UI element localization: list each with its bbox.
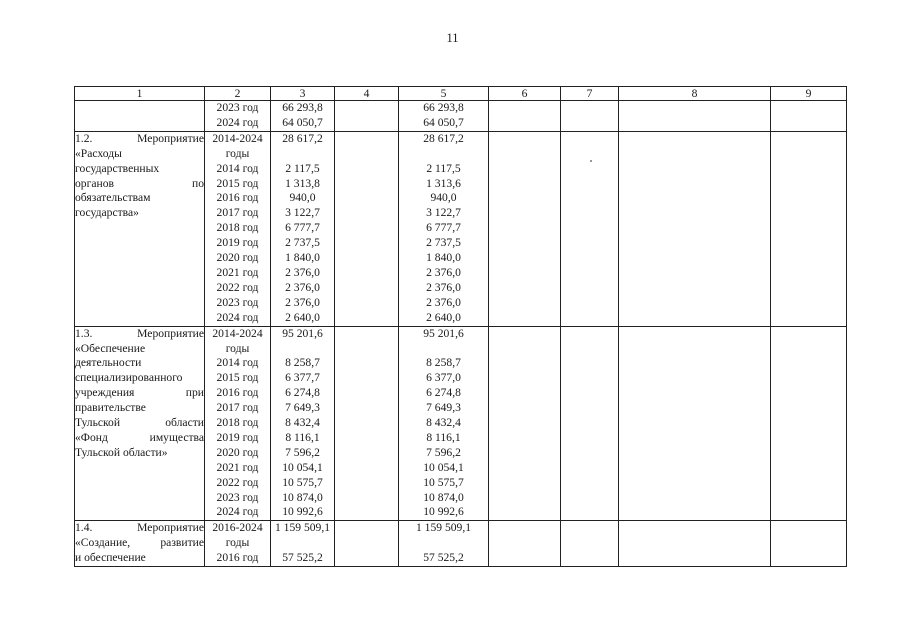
col5-value: 6 777,7 (426, 221, 461, 235)
period-cell (205, 101, 271, 132)
description-cell (75, 326, 205, 521)
col3-value: 64 050,7 (282, 115, 323, 129)
col3-value: 3 122,7 (285, 206, 320, 220)
period-line: 2024 год (216, 505, 259, 519)
budget-table (74, 86, 847, 567)
col5-value: 1 313,6 (426, 176, 461, 190)
period-line: 2018 год (216, 221, 259, 235)
col5-cell (399, 521, 489, 567)
description-line: правительстве (75, 401, 146, 415)
col3-value: 10 874,0 (282, 490, 323, 504)
col3-value (271, 147, 334, 162)
col4-cell (335, 131, 399, 326)
period-line: 2019 год (216, 236, 259, 250)
col5-value: 6 274,8 (426, 386, 461, 400)
col6-cell (489, 326, 561, 521)
description-cell (75, 521, 205, 567)
period-line: годы (225, 536, 250, 550)
description-line: Тульской области» (75, 445, 168, 459)
col6-cell (489, 101, 561, 132)
col5-value: 1 159 509,1 (415, 521, 472, 535)
period-line: 2022 год (216, 280, 259, 294)
col7-cell (561, 521, 619, 567)
col3-value: 57 525,2 (282, 551, 323, 565)
description-cell (75, 101, 205, 132)
period-line: 2020 год (216, 445, 259, 459)
header-cell-3: 3 (271, 87, 335, 101)
header-cell-1: 1 (75, 87, 205, 101)
period-line: годы (225, 341, 250, 355)
col5-value: 57 525,2 (423, 551, 464, 565)
col6-cell (489, 521, 561, 567)
col3-value: 2 376,0 (285, 265, 320, 279)
description-line: «Создание, развитие (75, 536, 204, 550)
period-line: 2019 год (216, 430, 259, 444)
col3-value: 940,0 (289, 191, 316, 205)
description-line: специализированного (75, 371, 183, 385)
col5-value: 10 575,7 (423, 475, 464, 489)
col3-value: 2 640,0 (285, 310, 320, 324)
col3-value: 2 737,5 (285, 236, 320, 250)
period-line: 2015 год (216, 176, 259, 190)
col3-value: 10 992,6 (282, 505, 323, 519)
col3-value: 6 777,7 (285, 221, 320, 235)
col7-cell (561, 101, 619, 132)
description-line: органов по (75, 176, 204, 190)
col5-value: 2 376,0 (426, 265, 461, 279)
period-line: 2014 год (216, 161, 259, 175)
description-line: 1.4. Мероприятие (75, 521, 204, 535)
col8-cell (619, 101, 771, 132)
col5-cell (399, 101, 489, 132)
col3-value: 8 432,4 (285, 416, 320, 430)
period-cell (205, 326, 271, 521)
col5-value: 28 617,2 (423, 131, 464, 145)
period-line: годы (225, 146, 250, 160)
description-line: и обеспечение (75, 551, 146, 565)
header-cell-4: 4 (335, 87, 399, 101)
col5-value (399, 536, 488, 551)
period-line: 2018 год (216, 416, 259, 430)
description-cell (75, 131, 205, 326)
col3-value: 28 617,2 (282, 131, 323, 145)
col5-value: 64 050,7 (423, 115, 464, 129)
table-header-row (75, 87, 847, 101)
description-line: Тульской области (75, 416, 204, 430)
col5-value: 66 293,8 (423, 101, 464, 114)
period-line: 2023 год (216, 490, 259, 504)
table-row (75, 101, 847, 132)
col5-value: 8 116,1 (426, 430, 461, 444)
period-line: 2016 год (216, 386, 259, 400)
col9-cell (771, 101, 847, 132)
description-line: «Обеспечение (75, 341, 146, 355)
col3-value: 95 201,6 (282, 326, 323, 340)
col5-value (399, 342, 488, 357)
period-line: 2015 год (216, 371, 259, 385)
col3-cell (271, 521, 335, 567)
description-line: деятельности (75, 356, 142, 370)
period-cell (205, 521, 271, 567)
col9-cell (771, 521, 847, 567)
col5-value: 3 122,7 (426, 206, 461, 220)
col5-value: 2 117,5 (426, 161, 461, 175)
period-line: 2024 год (216, 310, 259, 324)
col5-value: 10 054,1 (423, 460, 464, 474)
col5-value: 1 840,0 (426, 251, 461, 265)
col8-cell (619, 326, 771, 521)
col4-cell (335, 326, 399, 521)
period-line: 2014-2024 (212, 326, 263, 340)
description-line: «Расходы (75, 146, 122, 160)
col3-value: 6 274,8 (285, 386, 320, 400)
period-cell (205, 131, 271, 326)
period-line: 2014 год (216, 356, 259, 370)
table-body (75, 87, 847, 567)
col9-cell (771, 326, 847, 521)
period-line: 2022 год (216, 475, 259, 489)
col6-cell (489, 131, 561, 326)
col8-cell (619, 131, 771, 326)
col5-value: 940,0 (430, 191, 457, 205)
description-line: учреждения при (75, 386, 204, 400)
col3-value: 10 054,1 (282, 460, 323, 474)
col9-cell (771, 131, 847, 326)
col5-value: 2 376,0 (426, 295, 461, 309)
col3-value: 8 258,7 (285, 356, 320, 370)
col3-cell (271, 131, 335, 326)
col5-cell (399, 326, 489, 521)
header-cell-8: 8 (619, 87, 771, 101)
col5-value: 10 992,6 (423, 505, 464, 519)
col5-value: 2 737,5 (426, 236, 461, 250)
period-line: 2021 год (216, 265, 259, 279)
col5-value: 7 649,3 (426, 401, 461, 415)
description-line: обязательствам (75, 191, 151, 205)
col3-value: 1 159 509,1 (274, 521, 331, 535)
col5-value: 8 258,7 (426, 356, 461, 370)
col8-cell (619, 521, 771, 567)
period-line: 2023 год (216, 295, 259, 309)
col5-value: 7 596,2 (426, 445, 461, 459)
col3-value: 66 293,8 (282, 101, 323, 114)
period-line: 2016 год (216, 551, 259, 565)
period-line: 2023 год (216, 101, 259, 114)
header-cell-6: 6 (489, 87, 561, 101)
col3-value: 1 840,0 (285, 251, 320, 265)
header-cell-9: 9 (771, 87, 847, 101)
col3-value: 8 116,1 (285, 430, 320, 444)
period-line: 2017 год (216, 401, 259, 415)
period-line: 2024 год (216, 115, 259, 129)
period-line: 2020 год (216, 251, 259, 265)
col5-cell (399, 131, 489, 326)
col3-value (271, 342, 334, 357)
scan-speck (590, 160, 592, 162)
col4-cell (335, 101, 399, 132)
period-line: 2017 год (216, 206, 259, 220)
description-line: государства» (75, 206, 139, 220)
table-row (75, 326, 847, 521)
page-number: 11 (446, 31, 459, 45)
col7-cell (561, 326, 619, 521)
col3-value: 6 377,7 (285, 371, 320, 385)
description-line: 1.3. Мероприятие (75, 326, 204, 340)
description-line: 1.2. Мероприятие (75, 131, 204, 145)
col5-value (399, 147, 488, 162)
col3-cell (271, 326, 335, 521)
table-row (75, 521, 847, 567)
period-line: 2016-2024 (212, 521, 263, 535)
period-line: 2021 год (216, 460, 259, 474)
period-line: 2014-2024 (212, 131, 263, 145)
col5-value: 8 432,4 (426, 416, 461, 430)
col3-value: 10 575,7 (282, 475, 323, 489)
col3-cell (271, 101, 335, 132)
col3-value: 2 117,5 (285, 161, 320, 175)
col4-cell (335, 521, 399, 567)
col3-value: 7 649,3 (285, 401, 320, 415)
col3-value: 1 313,8 (285, 176, 320, 190)
col3-value: 2 376,0 (285, 295, 320, 309)
col5-value: 6 377,0 (426, 371, 461, 385)
col3-value: 2 376,0 (285, 280, 320, 294)
header-cell-5: 5 (399, 87, 489, 101)
col3-value: 7 596,2 (285, 445, 320, 459)
header-cell-2: 2 (205, 87, 271, 101)
col5-value: 95 201,6 (423, 326, 464, 340)
table-row (75, 131, 847, 326)
col5-value: 2 640,0 (426, 310, 461, 324)
description-line: государственных (75, 161, 160, 175)
header-cell-7: 7 (561, 87, 619, 101)
description-line: «Фонд имущества (75, 430, 204, 444)
col3-value (271, 536, 334, 551)
col5-value: 10 874,0 (423, 490, 464, 504)
col5-value: 2 376,0 (426, 280, 461, 294)
period-line: 2016 год (216, 191, 259, 205)
